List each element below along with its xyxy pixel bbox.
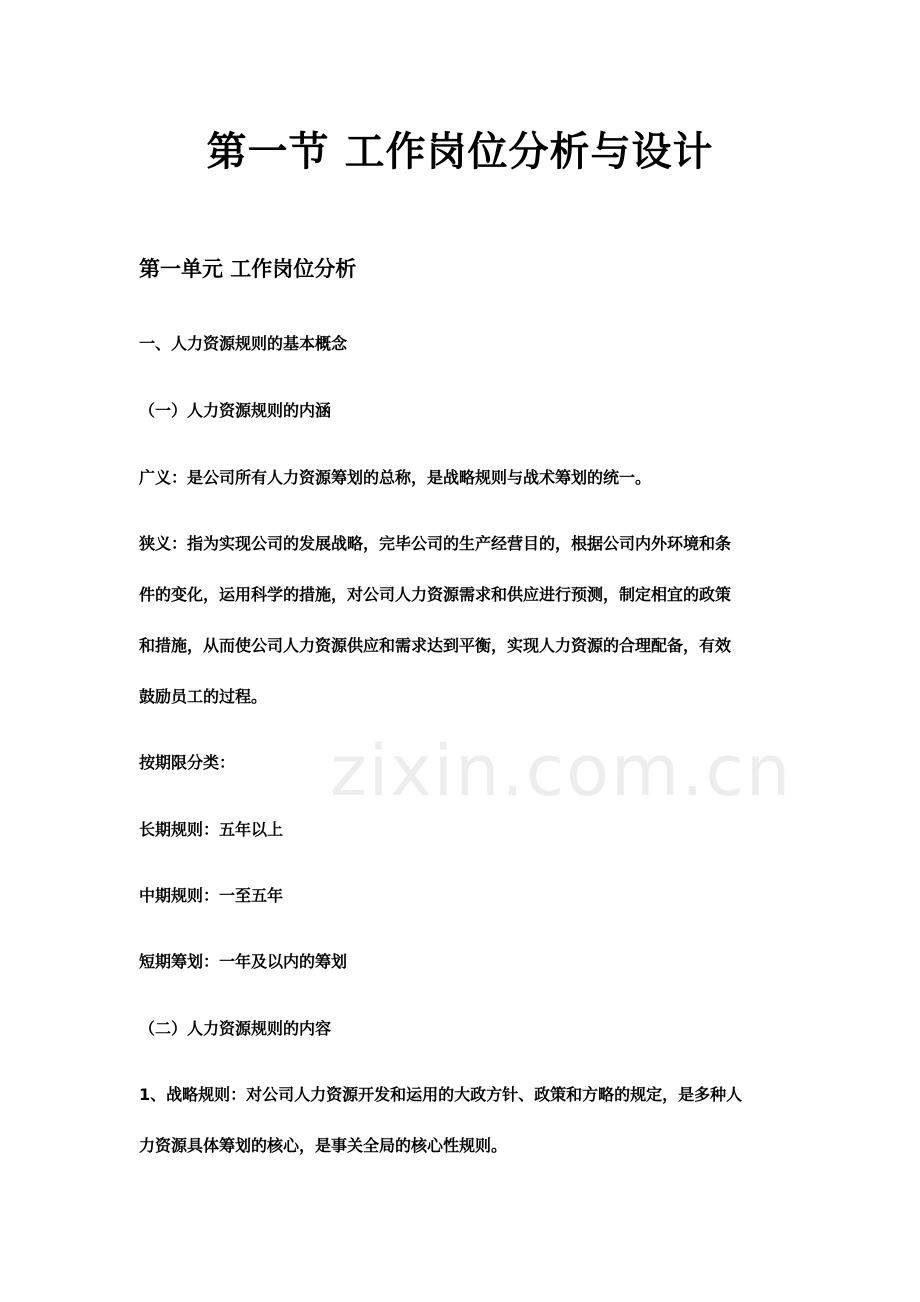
- broad-definition: 广义：是公司所有人力资源筹划的总称，是战略规则与战术筹划的统一。: [139, 468, 652, 487]
- page-title: 第一节 工作岗位分析与设计: [206, 129, 714, 175]
- section-heading: 一、人力资源规则的基本概念: [139, 334, 348, 353]
- strategy-line: 力资源具体筹划的核心，是事关全局的核心性规则。: [139, 1136, 508, 1155]
- mid-term-item: 中期规则：一至五年: [139, 886, 284, 905]
- strategy-line: 1、战略规则：对公司人力资源开发和运用的大政方针、政策和方略的规定，是多种人: [139, 1085, 743, 1104]
- narrow-definition-line: 件的变化，运用科学的措施，对公司人力资源需求和供应进行预测，制定相宜的政策: [139, 585, 732, 604]
- narrow-definition-line: 鼓励员工的过程。: [139, 687, 268, 706]
- narrow-definition-line: 和措施，从而使公司人力资源供应和需求达到平衡，实现人力资源的合理配备，有效: [139, 636, 732, 655]
- unit-heading: 第一单元 工作岗位分析: [139, 257, 357, 281]
- sub-heading-meaning: （一）人力资源规则的内涵: [139, 401, 332, 420]
- sub-heading-content: （二）人力资源规则的内容: [139, 1019, 332, 1038]
- short-term-item: 短期筹划：一年及以内的筹划: [139, 952, 348, 971]
- classify-label: 按期限分类：: [139, 753, 236, 772]
- watermark: zixin.com.cn: [330, 730, 793, 812]
- long-term-item: 长期规则：五年以上: [139, 820, 284, 839]
- narrow-definition-line: 狭义：指为实现公司的发展战略，完毕公司的生产经营目的，根据公司内外环境和条: [139, 534, 732, 553]
